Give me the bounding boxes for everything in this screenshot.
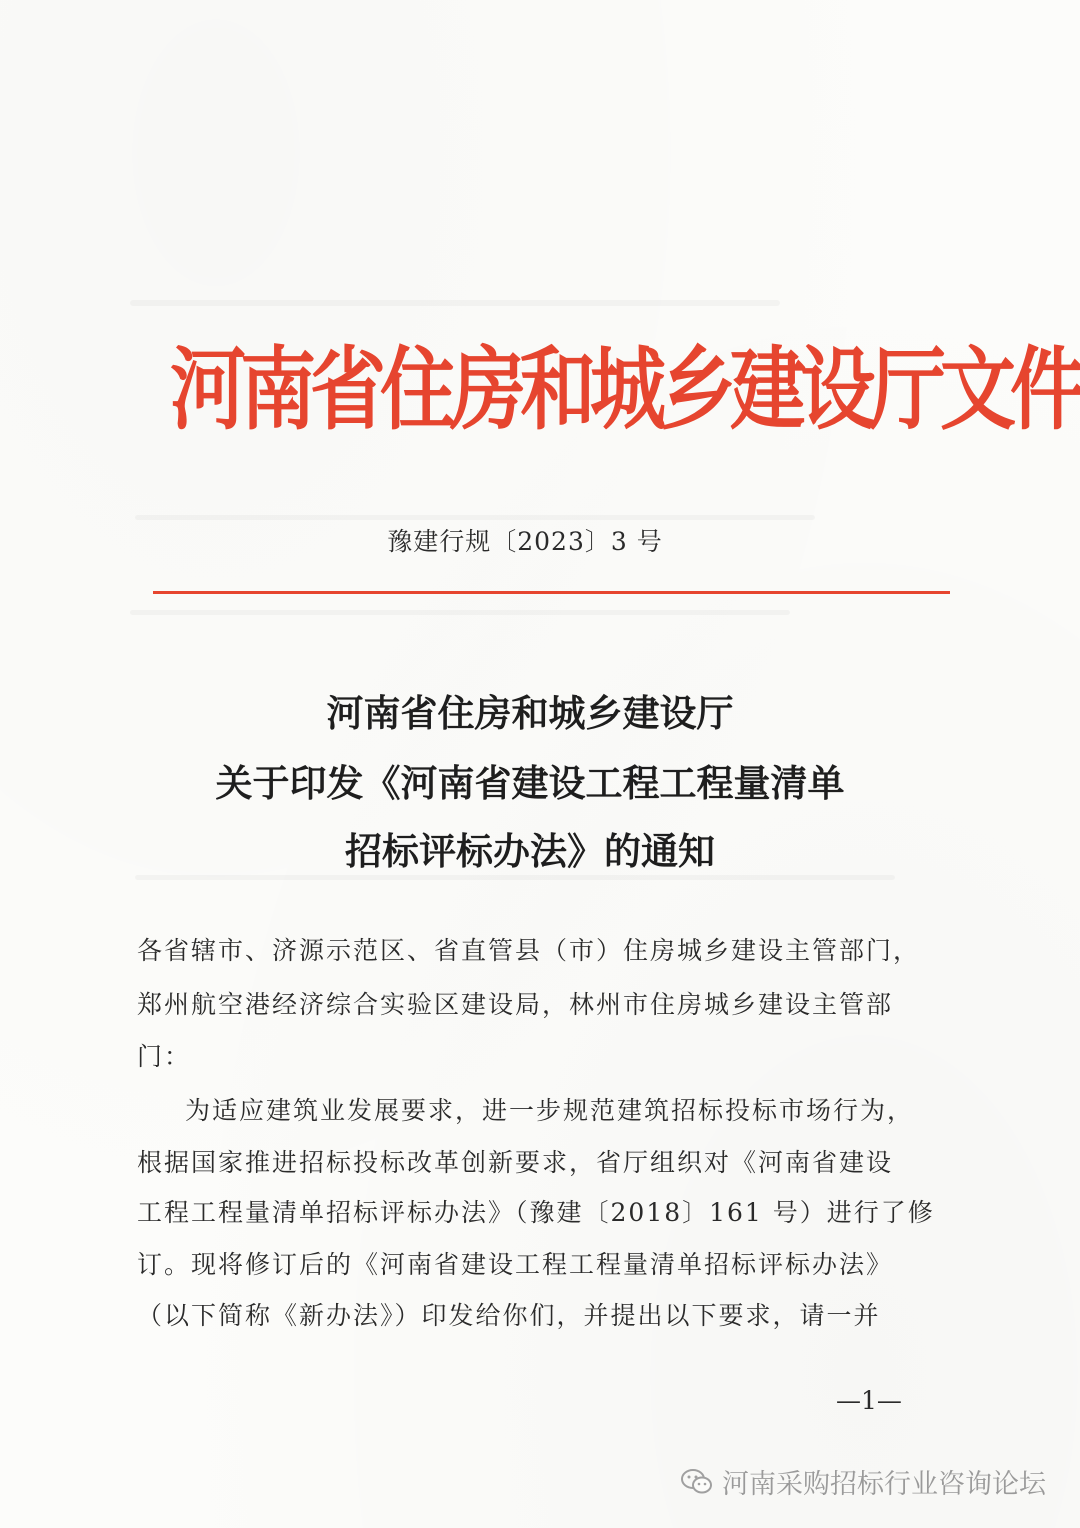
addressee-line-1: 各省辖市、济源示范区、省直管县（市）住房城乡建设主管部门，: [137, 936, 921, 965]
paragraph-line-2: 根据国家推进招标投标改革创新要求，省厅组织对《河南省建设: [137, 1148, 894, 1177]
notice-title-line-1: 河南省住房和城乡建设厅: [326, 691, 734, 735]
scan-artifact: [130, 300, 780, 306]
source-watermark: [680, 1462, 1046, 1501]
notice-title-line-3: 招标评标办法》的通知: [345, 829, 715, 873]
page-number: —1—: [836, 1386, 902, 1415]
addressee-line-2: 郑州航空港经济综合实验区建设局，林州市住房城乡建设主管部: [137, 990, 894, 1019]
paragraph-line-4: 订。现将修订后的《河南省建设工程工程量清单招标评标办法》: [137, 1250, 894, 1279]
addressee-line-3: 门：: [137, 1042, 192, 1071]
paragraph-line-5: （以下简称《新办法》）印发给你们，并提出以下要求，请一并: [137, 1301, 881, 1330]
scan-artifact: [135, 875, 895, 880]
paragraph-line-3: 工程工程量清单招标评标办法》（豫建〔2018〕161 号）进行了修: [137, 1198, 935, 1227]
document-number: 豫建行规〔2023〕3 号: [387, 527, 663, 556]
paragraph-line-1: 为适应建筑业发展要求，进一步规范建筑招标投标市场行为，: [185, 1096, 915, 1125]
masthead-title: 河南省住房和城乡建设厅文件: [170, 336, 1080, 442]
scan-artifact: [135, 515, 815, 520]
watermark-text: 河南采购招标行业咨询论坛: [722, 1469, 1046, 1500]
scan-artifact: [130, 610, 790, 615]
wechat-icon: [680, 1467, 714, 1497]
notice-title-line-2: 关于印发《河南省建设工程工程量清单: [215, 761, 845, 805]
red-divider-rule: [153, 591, 950, 594]
